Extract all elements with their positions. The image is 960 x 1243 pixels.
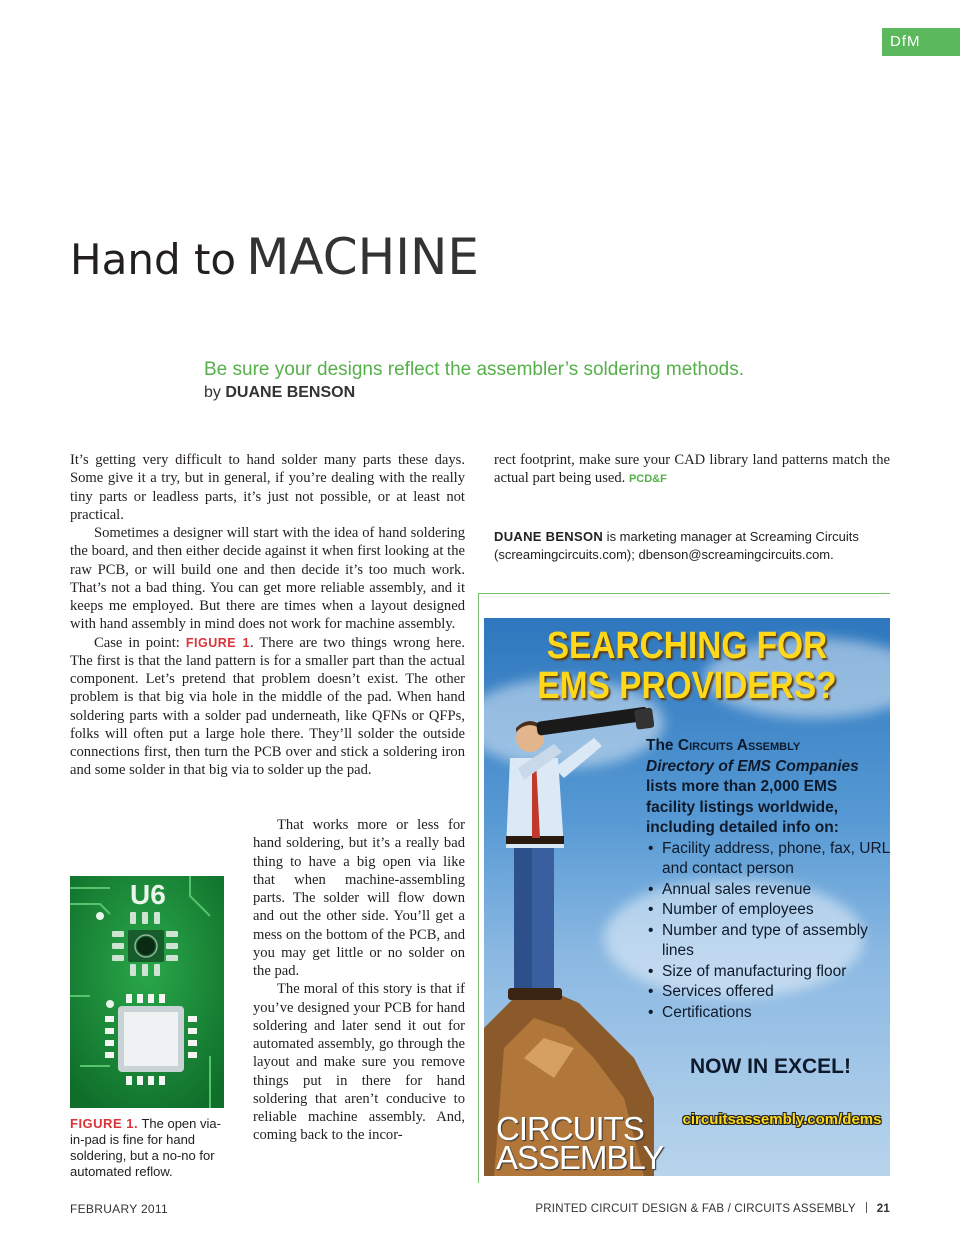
article-title <box>70 228 480 286</box>
ad-headline-2: EMS PROVIDERS? <box>537 665 837 707</box>
sidebar-rule-vertical <box>478 593 479 1183</box>
footer-divider <box>866 1202 867 1213</box>
ad-bullet: • Size of manufacturing floor <box>646 962 890 983</box>
sidebar-rule-horizontal <box>478 593 890 594</box>
title-part-2: MACHINE <box>246 228 480 286</box>
ad-lead <box>646 736 890 757</box>
ad-lead-text: lists more than 2,000 EMS facility listings worldwide, including detailed info on: <box>646 778 839 836</box>
author-bio <box>494 528 894 564</box>
ad-man-with-telescope <box>484 698 654 1176</box>
section-tab: DfM <box>882 28 960 56</box>
byline <box>204 384 355 402</box>
ad-bullet-list <box>646 839 890 1024</box>
figure-caption-text: The open via-in-pad is fine for hand soldering, but a no-no for automated reflow. <box>70 1116 221 1179</box>
ad-logo-line-1: CIRCUITS <box>496 1110 644 1147</box>
pcb-silkscreen-label: U6 <box>130 879 166 910</box>
figure-reference: FIGURE 1 <box>185 635 250 650</box>
ad-bullet: • Facility address, phone, fax, URL and contact person <box>646 839 890 880</box>
ad-url-link[interactable]: circuitsassembly.com/dems <box>682 1111 882 1128</box>
ad-bullet: • Services offered <box>646 982 890 1003</box>
ad-bullet: • Certifications <box>646 1003 890 1024</box>
paragraph-1: It’s getting very difficult to hand solder many parts these days. Some give it a try, but in general, if you’re dealing with the really tiny parts or leadless parts, it’s just not possible, or at least not practical. <box>70 452 465 523</box>
body-column-1 <box>70 451 465 780</box>
article-subtitle: Be sure your designs reflect the assembler’s soldering methods. <box>204 359 745 380</box>
ad-bullet: • Number of employees <box>646 900 890 921</box>
ad-logo <box>496 1110 664 1176</box>
paragraph-6 <box>494 451 890 489</box>
body-column-2 <box>494 451 890 489</box>
bio-text: is marketing manager at Screaming Circuits (screamingcircuits.com); dbenson@screamingcircuits.com. <box>494 529 859 562</box>
paragraph-6-text: rect footprint, make sure your CAD library land patterns match the actual part being used. <box>494 452 890 487</box>
paragraph-3 <box>70 634 465 780</box>
ad-bullet: • Annual sales revenue <box>646 880 890 901</box>
body-column-1-narrow <box>253 816 465 1145</box>
figure-caption <box>70 1116 230 1180</box>
byline-prefix: by <box>204 384 221 401</box>
ad-lead-pre: The <box>646 737 678 754</box>
title-part-1: Hand to <box>70 235 237 284</box>
paragraph-4: That works more or less for hand soldering, but it’s a really bad thing to have a big open via like that when machine-assembling parts. The solder will flow down and out the other side. You’ll get a mess on the bottom of the PCB, and you may get little or no solder on the pad. <box>253 817 465 979</box>
footer-date: FEBRUARY 2011 <box>70 1202 168 1216</box>
ad-logo-line-2: ASSEMBLY <box>496 1139 664 1176</box>
ad-lead-brand: Circuits Assembly <box>677 737 801 754</box>
bio-name: DUANE BENSON <box>494 529 604 544</box>
paragraph-2: Sometimes a designer will start with the idea of hand soldering the board, and then either decide against it when first looking at the raw PCB, or will build one and then decide it’s too much work. That’s not a bad thing. You can get more reliable assembly, and it keeps me employed. But there are times when a layout designed with hand assembly in mind does not work for machine assembly. <box>70 525 465 633</box>
page-number: 21 <box>876 1203 890 1215</box>
figure-1-photo <box>70 876 224 1108</box>
paragraph-5: The moral of this story is that if you’ve designed your PCB for hand soldering and later send it out for automated assembly, go through the layout and make sure you remove things put in there for hand soldering that aren’t conducive to reliable machine assembly. And, coming back to the incor- <box>253 981 465 1144</box>
ad-headline-1: SEARCHING FOR <box>546 625 828 667</box>
ad-callout: NOW IN EXCEL! <box>690 1055 851 1078</box>
footer-publication <box>535 1202 890 1215</box>
figure-label: FIGURE 1. <box>70 1116 139 1131</box>
ad-directory-name: Directory of EMS Companies <box>646 757 859 775</box>
paragraph-3-start: Case in point: <box>94 634 180 651</box>
pcb-illustration <box>70 876 224 1108</box>
ad-bullet: • Number and type of assembly lines <box>646 921 890 962</box>
author-name: DUANE BENSON <box>225 384 356 401</box>
end-mark: PCD&F <box>628 473 667 486</box>
ad-body <box>646 736 890 1023</box>
advertisement <box>484 618 890 1176</box>
paragraph-3-rest: . There are two things wrong here. The first is that the land pattern is for a smaller part than the actual component. Let’s pretend that problem doesn’t exist. The other problem is that big via hole in the middle of the pad. When hand soldering parts with a solder pad underneath, like QFNs or QFPs, folks will often put a large hole there. They’ll solder the outside connections first, then turn the PCB over and stick a soldering iron and some solder in that big via to solder up the pad. <box>70 634 465 779</box>
footer-publication-name: PRINTED CIRCUIT DESIGN & FAB / CIRCUITS ASSEMBLY <box>535 1203 856 1215</box>
